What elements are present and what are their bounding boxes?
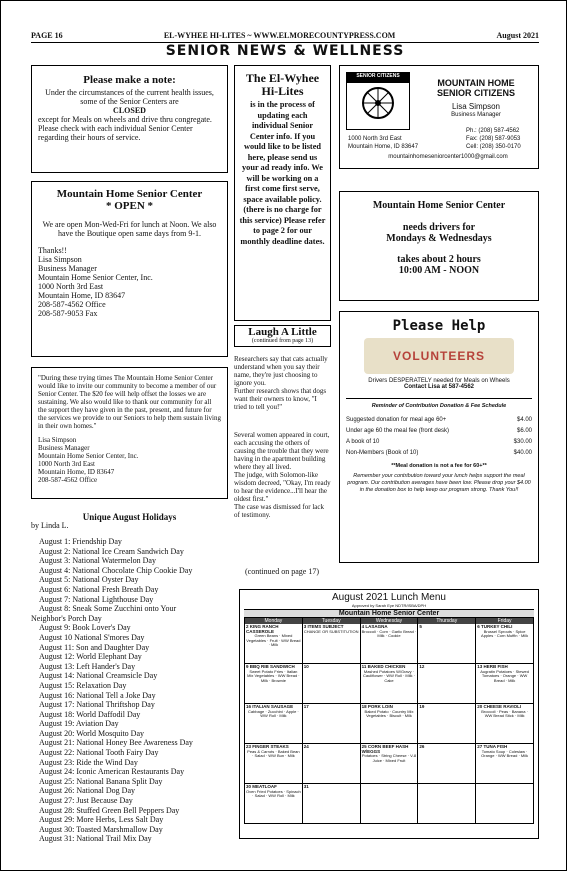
section-banner: SENIOR NEWS & WELLNESS: [165, 43, 405, 59]
menu-day-header: Friday: [476, 618, 534, 624]
holiday-item: August 28: Stuffed Green Bell Peppers Day: [39, 805, 180, 815]
donation-value: $30.00: [513, 439, 532, 445]
donation-label: A book of 10: [346, 439, 380, 445]
note-line2: except for Meals on wheels and drive thru congregate.: [38, 115, 212, 124]
continued-note: (continued on page 17): [245, 567, 319, 576]
quote-box: [31, 367, 228, 499]
elwyhee-box: [234, 65, 331, 321]
laugh-paragraph-1: Researchers say that cats actually understand when you say their name, they're just choosing to ignore you.: [234, 355, 328, 387]
menu-day-cell: [303, 744, 361, 784]
drivers-needed: Drivers DESPERATELY needed for Meals on Wheels: [368, 378, 510, 384]
note-title: Please make a note:: [83, 74, 176, 86]
menu-day-cell: [245, 744, 303, 784]
donation-value: $40.00: [513, 450, 532, 456]
menu-day-header: Tuesday: [303, 618, 361, 624]
open-box: [31, 181, 228, 357]
holiday-item: August 19: Aviation Day: [39, 719, 119, 729]
menu-entree: 25 CORN BEEF HASH W/EGGS: [361, 744, 409, 754]
menu-entree: 19: [419, 704, 425, 709]
donation-rows: [346, 415, 532, 459]
menu-entree: 6 TURKEY CHILI: [477, 624, 513, 629]
menu-sides: Baked Potato · Country Mix Vegetables · Biscuit · Milk: [364, 708, 414, 718]
laugh-column: [234, 355, 331, 519]
open-title-2: * OPEN *: [105, 200, 154, 212]
volunteers-text: VOLUNTEERS: [392, 349, 485, 363]
holiday-item: August 29: More Herbs, Less Salt Day: [39, 815, 164, 825]
menu-day-cell: [361, 664, 419, 704]
holiday-item: August 7: National Lighthouse Day: [39, 594, 154, 604]
open-thanks: Thanks!!: [38, 246, 67, 255]
card-addr2: Mountain Home, ID 83647: [348, 144, 419, 150]
holiday-item: August 27: Just Because Day: [39, 796, 133, 806]
help-contact: Contact Lisa at 587-4562: [403, 384, 475, 390]
holiday-item: August 8: Sneak Some Zucchini onto Your: [39, 604, 177, 614]
menu-entree: 9 BBQ RIB SANDWICH: [246, 664, 295, 669]
lunch-menu: [239, 589, 539, 839]
menu-day-cell: [303, 624, 361, 664]
menu-day-cell: [303, 664, 361, 704]
donation-schedule: [346, 398, 532, 494]
holiday-item: August 3: National Watermelon Day: [39, 556, 156, 566]
card-phone: Ph.: (208) 587-4562: [466, 128, 520, 134]
menu-sides: Mashed Potatoes W/Gravy · Cauliflower · WW Roll · Milk · Cake: [362, 668, 415, 683]
menu-sides: CHANGE OR SUBSTITUTION: [303, 628, 359, 634]
logo-text: SENIOR CITIZENS: [356, 73, 400, 79]
quote-paragraph: "During these trying times The Mountain Home Senior Center would like to invite our community to become a member of our Senior Center. The $20 fee will help offset the losses we are sustaining. We also would like to thank our community for all the support they have given in the past, present, and future for the services we provide to our Seniors to help them sustain living in their own homes.": [38, 374, 221, 430]
card-cell: Cell: (208) 350-0170: [466, 144, 521, 150]
note-line3: Please check with each individual Senior Center regarding their hours of service.: [38, 124, 193, 142]
page-header: [31, 31, 539, 43]
quote-line-1: Lisa Simpson: [38, 436, 77, 444]
menu-entree: 13 HERB FISH: [477, 664, 508, 669]
card-name-1: MOUNTAIN HOME: [437, 78, 515, 88]
menu-day-cell: [476, 744, 534, 784]
holidays-title: Unique August Holidays: [82, 512, 177, 522]
menu-sides: Peas & Carrots · Baked Bean · Salad · WW Bun · Milk: [247, 748, 300, 758]
menu-day-cell: [476, 784, 534, 824]
holiday-item: August 16: National Tell a Joke Day: [39, 690, 156, 700]
holiday-item: August 20: World Mosquito Day: [39, 728, 144, 738]
menu-day-cell: [418, 624, 476, 664]
business-card: [339, 65, 539, 169]
holidays-byline: by Linda L.: [31, 521, 69, 530]
holiday-item: August 4: National Chocolate Chip Cookie Day: [39, 565, 193, 575]
remember-note: Remember your contribution toward your lunch helps support the meal program. Our contribution averages have been low. Please drop your $4.00 in the donation box to help keep our program strong. Thank You!!: [347, 473, 531, 493]
menu-entree: 5: [419, 624, 422, 629]
laugh-paragraph-3: Several women appeared in court, each accusing the others of causing the trouble that they were having in the apartment building where they all lived.: [234, 431, 330, 471]
menu-day-cell: [361, 784, 419, 824]
menu-day-cell: [245, 784, 303, 824]
menu-day-cell: [361, 704, 419, 744]
menu-day-header: Thursday: [418, 618, 476, 624]
open-line-3: Mountain Home Senior Center, Inc.: [38, 273, 153, 282]
menu-sides: Cabbage · Zucchini · Apple · WW Roll · Milk: [248, 708, 299, 718]
menu-day-cell: [476, 704, 534, 744]
donation-label: Under age 60 the meal fee (front desk): [346, 428, 450, 434]
donation-value: $4.00: [516, 417, 532, 423]
drivers-line-2: Mondays & Wednesdays: [386, 233, 492, 244]
menu-entree: 18 PORK LOIN: [361, 704, 393, 709]
holiday-item: August 24: Iconic American Restaurants Day: [39, 767, 185, 777]
holiday-item: August 6: National Fresh Breath Day: [39, 584, 159, 594]
please-help-box: [339, 311, 539, 563]
card-fax: Fax: (208) 587-9053: [466, 136, 521, 142]
quote-line-5: Mountain Home, ID 83647: [38, 468, 115, 476]
menu-sides: Green Beans · Mixed Vegetables · Fruit · WW Bread · Milk: [246, 633, 301, 647]
card-email: mountainhomeseniorcenter1000@gmail.com: [388, 154, 508, 160]
menu-sides: Sweet Potato Fries · Italian Mix Vegetables · WW Bread · Milk · Brownie: [247, 668, 300, 683]
open-line-2: Business Manager: [38, 264, 97, 273]
publication-name: EL-WYHEE HI-LITES ~ WWW.ELMORECOUNTYPRESS.COM: [163, 31, 396, 40]
donation-row: [346, 415, 532, 426]
menu-entree: 10: [303, 664, 309, 669]
holiday-item: Neighbor's Porch Day: [31, 613, 102, 623]
holiday-item: August 17: National Thriftshop Day: [39, 700, 155, 710]
holiday-item: August 9: Book Lover's Day: [39, 623, 131, 633]
menu-entree: 31: [303, 784, 309, 789]
quote-line-2: Business Manager: [38, 444, 90, 452]
please-help-title: Please Help: [392, 318, 486, 334]
drivers-line-4: 10:00 AM - NOON: [398, 265, 480, 276]
laugh-title: Laugh A Little: [248, 326, 317, 338]
menu-day-cell: [303, 704, 361, 744]
menu-day-cell: [418, 704, 476, 744]
elwyhee-body: is in the process of updating each individual Senior Center info. If you would like to be listed here, please send us your ad ready info. We will be working on a first come first serve, space available policy. (there is no charge for this service) Please refer to page 2 for our monthly deadline dates.: [239, 100, 326, 246]
menu-day-cell: [418, 744, 476, 784]
menu-calendar: [244, 624, 534, 824]
drivers-box: [339, 191, 539, 301]
open-line-4: 1000 North 3rd East: [38, 282, 104, 291]
menu-day-cell: [476, 624, 534, 664]
open-line-1: Lisa Simpson: [38, 255, 82, 264]
volunteers-illustration: [364, 338, 514, 374]
drivers-line-1: needs drivers for: [402, 222, 476, 233]
card-name-2: SENIOR CITIZENS: [436, 88, 515, 98]
holiday-item: August 2: National Ice Cream Sandwich Day: [39, 546, 184, 556]
page-number: PAGE 16: [31, 31, 63, 40]
menu-sides: Augratin Potatoes · Stewed Tomatoes · Orange · WW Bread · Milk: [480, 668, 529, 683]
holiday-item: August 15: Relaxation Day: [39, 680, 127, 690]
menu-sides: Broccoli · Corn · Garlic Bread · Milk · Cookie: [361, 628, 417, 638]
donation-row: [346, 448, 532, 459]
holiday-item: August 5: National Oyster Day: [39, 575, 139, 585]
laugh-paragraph-2: Further research shows that dogs want their owners to know, "I tried to tell you!": [234, 387, 327, 411]
donation-label: Non-Members (Book of 10): [346, 450, 419, 456]
menu-day-cell: [418, 784, 476, 824]
menu-entree: 24: [303, 744, 309, 749]
menu-entree: 20 CHEESE RAVIOLI: [477, 704, 522, 709]
menu-entree: 12: [419, 664, 425, 669]
drivers-line-3: takes about 2 hours: [397, 254, 481, 265]
laugh-header: [234, 325, 331, 347]
wagon-wheel-icon: [347, 73, 409, 129]
open-line-6: 208-587-4562 Office: [38, 300, 106, 309]
menu-day-cell: [303, 784, 361, 824]
menu-entree: 27 TUNA FISH: [477, 744, 508, 749]
menu-entree: 26: [419, 744, 425, 749]
menu-subtitle: Approved by Sarah Eye NDTR/ISBA/DPH: [351, 603, 427, 608]
menu-entree: 30 MEATLOAF: [246, 784, 277, 789]
menu-day-cell: [418, 664, 476, 704]
menu-day-cell: [476, 664, 534, 704]
holiday-item: August 18: World Daffodil Day: [39, 709, 141, 719]
senior-citizens-logo: [346, 72, 410, 130]
menu-entree: 17: [303, 704, 309, 709]
elwyhee-title: The El-Wyhee Hi-Lites: [245, 71, 320, 98]
donation-row: [346, 426, 532, 437]
menu-day-cell: [361, 744, 419, 784]
quote-line-6: 208-587-4562 Office: [38, 476, 98, 484]
drivers-title: Mountain Home Senior Center: [372, 200, 506, 211]
schedule-title: Reminder of Contribution Donation & Fee Schedule: [371, 403, 507, 409]
menu-sides: Potatoes · String Cheese · V-8 Juice · Mixed Fruit: [361, 753, 417, 763]
menu-sides: Broccoli · Peas · Banana · WW Bread Stick · Milk: [481, 708, 528, 718]
note-box: [31, 65, 228, 173]
open-title-1: Mountain Home Senior Center: [56, 188, 203, 200]
menu-title: August 2021 Lunch Menu: [332, 592, 446, 603]
holiday-item: August 26: National Dog Day: [39, 786, 135, 796]
menu-sides: Brussel Sprouts · Spice Apples · Corn Muffin · Milk: [481, 628, 529, 638]
holiday-item: August 10 National S'mores Day: [39, 632, 145, 642]
open-paragraph: We are open Mon-Wed-Fri for lunch at Noon. We also have the Boutique open same days from 9-1.: [42, 220, 217, 238]
donation-label: Suggested donation for meal age 60+: [346, 417, 447, 423]
issue-date: August 2021: [496, 31, 539, 40]
laugh-subtitle: (continued from page 13): [251, 338, 314, 344]
holiday-item: August 22: National Tooth Fairy Day: [39, 748, 159, 758]
holiday-item: August 11: Son and Daughter Day: [39, 642, 150, 652]
menu-entree: 16 ITALIAN SAUSAGE: [246, 704, 294, 709]
menu-entree: 11 BAKED CHICKEN: [361, 664, 406, 669]
menu-day-header: Monday: [245, 618, 303, 624]
holiday-item: August 1: Friendship Day: [39, 537, 122, 546]
menu-day-cell: [245, 664, 303, 704]
menu-day-cell: [245, 624, 303, 664]
menu-entree: 4 LASAGNA: [361, 624, 388, 629]
note-closed: CLOSED: [113, 106, 146, 115]
card-role: Business Manager: [451, 112, 501, 118]
holiday-item: August 31: National Trail Mix Day: [39, 834, 152, 844]
menu-entree: 23 FINGER STEAKS: [246, 744, 289, 749]
card-addr1: 1000 North 3rd East: [348, 136, 402, 142]
holiday-item: August 13: Left Hander's Day: [39, 661, 136, 671]
tax-note: **Meal donation is not a fee for 60+**: [391, 463, 487, 469]
menu-day-cell: [245, 704, 303, 744]
holiday-item: August 23: Ride the Wind Day: [39, 757, 138, 767]
laugh-paragraph-4: The judge, with Solomon-like wisdom decreed, "Okay, I'm ready to hear the evidence...I'll hear the oldest first.": [234, 471, 331, 503]
quote-line-4: 1000 North 3rd East: [38, 460, 95, 468]
holiday-item: August 30: Toasted Marshmallow Day: [39, 824, 163, 834]
holiday-item: August 25: National Banana Split Day: [39, 776, 163, 786]
holiday-item: August 21: National Honey Bee Awareness Day: [39, 738, 193, 748]
quote-line-3: Mountain Home Senior Center, Inc.: [38, 452, 139, 460]
menu-sides: Oven Fried Potatoes · Spinach · Salad · WW Roll · Milk: [246, 788, 301, 798]
card-contact: Lisa Simpson: [451, 102, 501, 111]
holiday-item: August 14: National Creamsicle Day: [39, 671, 158, 681]
note-line1: Under the circumstances of the current health issues, some of the Senior Centers are: [45, 88, 214, 106]
menu-day-cell: [361, 624, 419, 664]
menu-day-header: Wednesday: [361, 618, 419, 624]
laugh-paragraph-5: The case was dismissed for lack of testimony.: [234, 503, 324, 519]
open-line-5: Mountain Home, ID 83647: [38, 291, 126, 300]
holidays-list: [31, 537, 229, 844]
menu-entree: 3 ITEMS SUBJECT: [303, 624, 344, 629]
open-line-7: 208-587-9053 Fax: [38, 309, 98, 318]
donation-row: [346, 437, 532, 448]
menu-entree: 2 KING RANCH CASSEROLE: [246, 624, 279, 634]
menu-center-name: Mountain Home Senior Center: [244, 609, 534, 618]
menu-sides: Tomato Soup · Coleslaw · Orange · WW Bread · Milk: [481, 748, 529, 758]
holiday-item: August 12: World Elephant Day: [39, 652, 142, 662]
donation-value: $6.00: [516, 428, 532, 434]
